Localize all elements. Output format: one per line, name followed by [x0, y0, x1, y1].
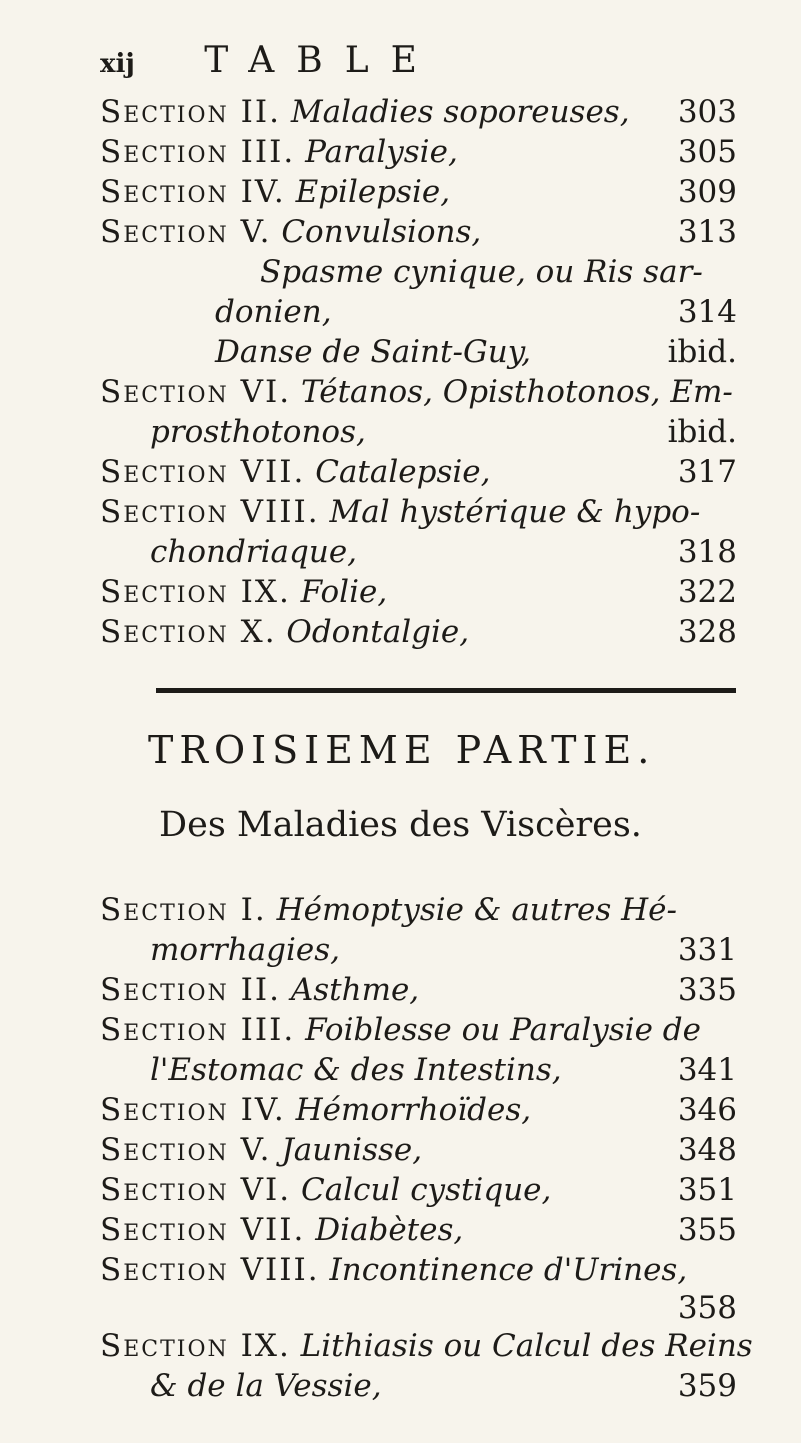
section-title: Danse de Saint-Guy, — [215, 334, 531, 370]
section-title: prosthotonos, — [150, 414, 366, 450]
part-heading: TROISIEME PARTIE. — [148, 728, 656, 772]
toc-entry — [215, 332, 531, 372]
page-reference: 328 — [677, 614, 737, 650]
section-label: Section VI. — [100, 374, 292, 410]
section-title: Tétanos, Opisthotonos, Em- — [300, 374, 733, 410]
section-label: Section II. — [100, 94, 281, 130]
page-reference: 359 — [677, 1368, 737, 1404]
section-label: Section III. — [100, 1012, 296, 1048]
toc-entry — [100, 1010, 701, 1050]
toc-entry — [100, 92, 630, 132]
toc-entry — [100, 612, 469, 652]
header-title: TABLE — [204, 40, 439, 81]
toc-entry — [150, 412, 366, 452]
page-reference: 346 — [677, 1092, 737, 1128]
toc-entry — [215, 292, 332, 332]
toc-entry — [100, 1090, 531, 1130]
section-label: Section V. — [100, 214, 272, 250]
toc-entry — [100, 1250, 687, 1290]
page-reference: 335 — [677, 972, 737, 1008]
section-label: Section VII. — [100, 454, 306, 490]
section-title: Spasme cynique, ou Ris sar- — [260, 254, 703, 290]
toc-entry — [100, 1210, 463, 1250]
page-number: xij — [100, 49, 135, 79]
section-title: Lithiasis ou Calcul des Reins — [300, 1328, 753, 1364]
section-title: Calcul cystique, — [300, 1172, 552, 1208]
page-reference: 318 — [677, 534, 737, 570]
section-title: l'Estomac & des Intestins, — [150, 1052, 562, 1088]
toc-entry — [100, 212, 481, 252]
toc-entry — [100, 172, 450, 212]
toc-entry — [100, 132, 458, 172]
toc-entry — [260, 252, 703, 292]
toc-entry — [100, 1170, 551, 1210]
section-title: Jaunisse, — [281, 1132, 423, 1168]
page-reference: 317 — [677, 454, 737, 490]
page-reference: 314 — [677, 294, 737, 330]
page-reference: 305 — [677, 134, 737, 170]
page-reference: ibid. — [667, 414, 737, 450]
section-title: Foiblesse ou Paralysie de — [305, 1012, 701, 1048]
page-reference: 355 — [677, 1212, 737, 1248]
page-reference: ibid. — [667, 334, 737, 370]
page-reference: 309 — [677, 174, 737, 210]
section-title: Odontalgie, — [286, 614, 470, 650]
section-title: donien, — [215, 294, 332, 330]
toc-entry — [100, 890, 677, 930]
section-label: Section IX. — [100, 574, 291, 610]
section-title: Epilepsie, — [295, 174, 451, 210]
toc-entry — [100, 572, 387, 612]
page-reference: 358 — [677, 1290, 737, 1326]
part-subheading: Des Maladies des Viscères. — [159, 805, 642, 845]
page-reference: 341 — [677, 1052, 737, 1088]
section-label: Section VI. — [100, 1172, 292, 1208]
section-title: Diabètes, — [315, 1212, 464, 1248]
section-title: & de la Vessie, — [150, 1368, 382, 1404]
section-label: Section VIII. — [100, 494, 320, 530]
toc-entry — [150, 532, 357, 572]
toc-entry — [100, 1326, 753, 1366]
section-label: Section X. — [100, 614, 277, 650]
section-label: Section III. — [100, 134, 296, 170]
section-label: Section IV. — [100, 174, 286, 210]
section-title: Mal hystérique & hypo- — [329, 494, 701, 530]
section-title: Convulsions, — [281, 214, 482, 250]
toc-entry — [150, 930, 340, 970]
section-title: Paralysie, — [305, 134, 458, 170]
page-reference: 313 — [677, 214, 737, 250]
section-title: chondriaque, — [150, 534, 358, 570]
horizontal-rule — [156, 688, 736, 693]
section-title: Maladies soporeuses, — [290, 94, 630, 130]
toc-entry — [100, 372, 733, 412]
page-reference: 322 — [677, 574, 737, 610]
section-title: Hémoptysie & autres Hé- — [276, 892, 678, 928]
section-title: Folie, — [300, 574, 388, 610]
section-label: Section II. — [100, 972, 281, 1008]
section-title: Hémorrhoïdes, — [295, 1092, 532, 1128]
toc-entry — [150, 1050, 562, 1090]
section-title: Asthme, — [290, 972, 420, 1008]
section-title: morrhagies, — [150, 932, 341, 968]
section-title: Incontinence d'Urines, — [329, 1252, 688, 1288]
section-title: Catalepsie, — [315, 454, 491, 490]
section-label: Section I. — [100, 892, 267, 928]
page-reference: 348 — [677, 1132, 737, 1168]
section-label: Section IX. — [100, 1328, 291, 1364]
toc-entry — [100, 452, 491, 492]
section-label: Section VII. — [100, 1212, 306, 1248]
toc-entry — [150, 1366, 382, 1406]
toc-entry — [100, 492, 700, 532]
toc-entry — [100, 1130, 422, 1170]
page-reference: 351 — [677, 1172, 737, 1208]
page-reference: 303 — [677, 94, 737, 130]
section-label: Section VIII. — [100, 1252, 320, 1288]
toc-entry — [100, 970, 419, 1010]
section-label: Section V. — [100, 1132, 272, 1168]
running-header — [100, 40, 439, 81]
section-label: Section IV. — [100, 1092, 286, 1128]
page-reference: 331 — [677, 932, 737, 968]
